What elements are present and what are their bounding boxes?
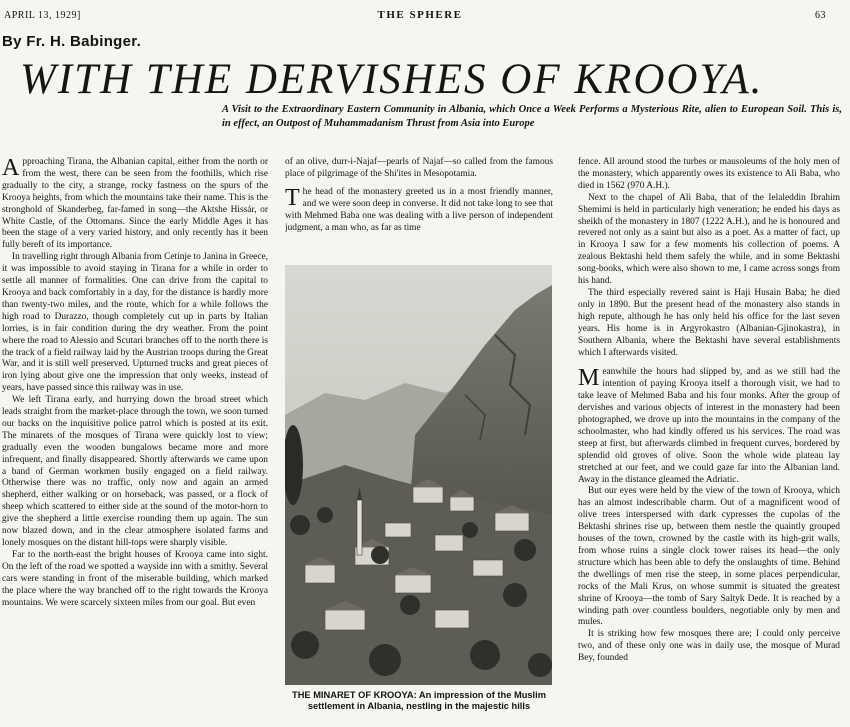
headline: WITH THE DERVISHES OF KROOYA. bbox=[20, 56, 764, 103]
column-3 bbox=[578, 157, 840, 727]
standfirst: A Visit to the Extraordinary Eastern Community in Albania, which Once a Week Performs a Mysterious Rite, alien to European Soil. This is, in effect, an Outpost of Muhammadanism Thrust from Asia into Europe bbox=[222, 104, 842, 129]
dropcap: A bbox=[2, 157, 20, 181]
magazine-title: THE SPHERE bbox=[377, 9, 463, 21]
byline: By Fr. H. Babinger. bbox=[2, 33, 142, 50]
dropcap: M bbox=[578, 365, 600, 392]
col1-paragraph: Approaching Tirana, the Albanian capital, either from the north or from the west, there can be seen from the foothills, which rise gradually to the city, a strange, rocky fastness on the spurs of the Krooya heights, from which the mountains take their name. This is the stronghold of Skanderbeg, far-famed in song—the Aktshe Hissár, or White Castle, of the Ottomans. Since the early Middle Ages it has been the stage of a very varied history, and only recently has it been fully bereft of its importance. bbox=[2, 157, 268, 251]
col1-paragraph: Far to the north-east the bright houses of Krooya came into sight. On the left of the road we spotted a wayside inn with a smithy. Several cars were standing in front of the miserable building, which marked the place where the way branched off to the right towards the Krooya mountains. We were scarcely sixteen miles from our goal. But even bbox=[2, 549, 268, 608]
col2-paragraph: of an olive, durr-i-Najaf—pearls of Najaf—so called from the famous place of pilgrimage of the Shi'ites in Mesopotamia. bbox=[285, 157, 553, 179]
col3-paragraph: It is striking how few mosques there are; I could only perceive two, and of these only one was in daily use, the mosque of Murad Bey, founded bbox=[578, 629, 840, 664]
landscape-illustration bbox=[285, 265, 552, 685]
col3-paragraph: Next to the chapel of Ali Baba, that of the Ielaleddin Ibrahim Shemimi is held in particularly high veneration; he ended his days as sheikh of the monastery in 1807 (1222 A.H.), and he is honoured and revered not only as a saint but also as a poet. As a matter of fact, up in Krooya I saw for a few moments his collection of poems. A zealous Bektashi held them safely the while, and in some Bektashi song-books, which were also shown to me, I came across songs from his hand. bbox=[578, 192, 840, 287]
column-1 bbox=[2, 157, 268, 727]
col2-paragraph: The head of the monastery greeted us in a most friendly manner, and we were soon deep in converse. It did not take long to see that with Mehmed Baba one was dealing with a live person of independent judgment, a man who, as far as time bbox=[285, 184, 553, 233]
page-number: 63 bbox=[815, 10, 826, 21]
krooya-photo bbox=[285, 265, 552, 685]
dropcap: T bbox=[285, 184, 300, 211]
running-header bbox=[0, 8, 850, 24]
col3-paragraph: Meanwhile the hours had slipped by, and as we still had the intention of paying Krooya itself a thorough visit, we had to take leave of Mehmed Baba and his four monks. After the group of dervishes and various objects of interest in the monastery had been photographed, we drove up into the mountains in the company of the schoolmaster, who had kindly offered us his services. The road was steep at first, but afterwards climbed in frequent curves, bordered by splendid old groves of olive. Soon the whole wide plateau lay stretched at our feet, and we could gaze far into the Albanian land. Away in the distance gleamed the Adriatic. bbox=[578, 365, 840, 485]
column-2 bbox=[285, 157, 553, 261]
col3-paragraph: But our eyes were held by the view of the town of Krooya, which has an almost indescribable charm. Out of a magnificent wood of olive trees interspersed with dark cypresses the cupolas of the Bektashi shrines rise up, between them nestle the quaintly grouped houses of the town, crowned by the castle with its high-grit walls, from whose ruins a single clock tower raises its head—the only structure which has been able to defy the onslaughts of time. Behind the dwellings of men rise the steep, in some places perpendicular, rocks of the Mali Krus, on whose summit is situated the greatest shrine of Krooya—the tomb of Sary Saltyk Dede. It is reached by a winding path over countless boulders, negotiable only by men and mules. bbox=[578, 486, 840, 628]
col1-paragraph: In travelling right through Albania from Cetinje to Janina in Greece, it was impossible to avoid staying in Tirana for a while in order to settle all manner of formalities. One can drive from the capital to Krooya and back comfortably in a day, for the distance is hardly more than twenty-two miles, and the route, which for a while follows the high road to Durazzo, though completely cut up in parts by Italian lorries, is in fair condition during the dry weather. From the point where the road to Alessio and Scutari branches off to the north there is the track of a field railway laid by the Austrian troops during the Great War, and it is still well preserved. Upturned trucks and great pieces of iron lying about give one the impression that only weeks, instead of years, have passed since this railway was in use. bbox=[2, 252, 268, 394]
col3-paragraph: The third especially revered saint is Haji Husain Baba; he died only in 1890. But the present head of the monastery also stands in high repute, although he has only held his office for the last seven years. His home is in Argyrokastro (Albanian-Gjinokastra), in Southern Albania, where the Bektashi have several establishments which I afterwards visited. bbox=[578, 287, 840, 358]
photo-caption: THE MINARET OF KROOYA: An impression of the Muslim settlement in Albania, nestling in the majestic hills bbox=[292, 690, 546, 711]
col3-paragraph: fence. All around stood the turbes or mausoleums of the holy men of the monastery, which apparently owes its existence to Ali Baba, who died in 1562 (970 A.H.). bbox=[578, 157, 840, 191]
col1-paragraph: We left Tirana early, and hurrying down the broad street which leads straight from the market-place through the town, we soon turned our backs on the inquisitive police patrol which is posted at its exit. The minarets of the mosques of Tirana were quickly lost to view; gradually even the wooden bungalows became more and more infrequent, and finally disappeared. Shortly afterwards we came upon a band of German workmen busily engaged on a field railway. Otherwise there was no traffic, only now and again an armed shepherd, either walking or on horseback, was passed, or a flock of sheep which scattered to either side at the sound of the motor-horn to give the shepherd a little exercise rounding them up again. The sun now blazed down, and in the clear atmosphere isolated farms and lonely mosques on the distant hill-tops were sharply visible. bbox=[2, 395, 268, 548]
issue-date: APRIL 13, 1929] bbox=[4, 10, 81, 21]
